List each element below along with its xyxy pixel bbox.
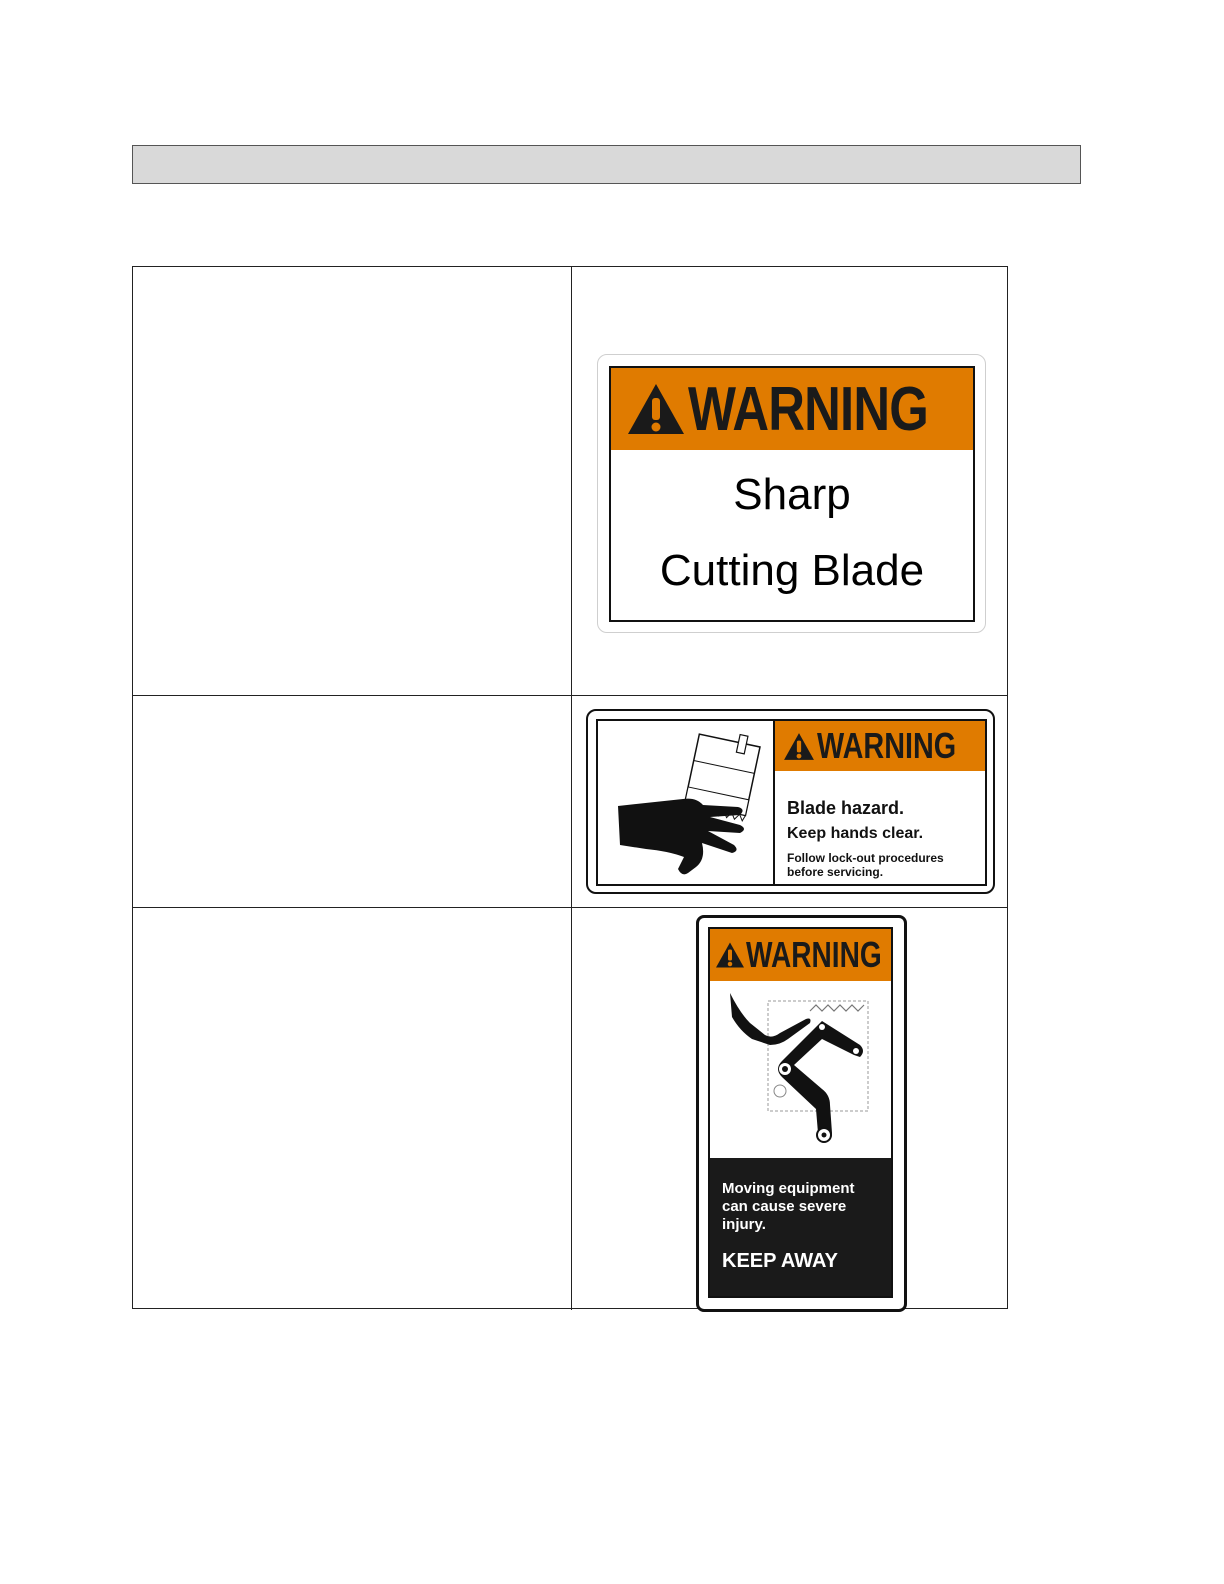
warning-triangle-icon (626, 382, 686, 436)
sign-line: Follow lock-out procedures (787, 851, 944, 865)
sign-header-text: WARNING (817, 725, 957, 766)
sign-header (710, 929, 891, 981)
warning-sign-sharp-blade (597, 354, 986, 633)
description-cell (133, 908, 572, 1310)
sign-line: injury. (722, 1216, 766, 1233)
sign-header (775, 721, 985, 771)
sign-header-text: WARNING (746, 934, 882, 975)
sign-line: Cutting Blade (659, 546, 925, 595)
sign-line: Moving equipment (722, 1180, 855, 1197)
sign-line: Sharp (733, 470, 851, 519)
sign-header-text: WARNING (688, 374, 928, 444)
warning-triangle-icon (715, 941, 745, 969)
sign-line: KEEP AWAY (722, 1250, 838, 1272)
hand-blade-icon (598, 721, 775, 884)
sign-message-panel (710, 1158, 891, 1296)
warning-triangle-icon (783, 732, 815, 761)
hand-moving-arm-icon (710, 983, 891, 1158)
safety-label-table (132, 266, 1008, 1309)
sign-line: can cause severe (722, 1198, 847, 1215)
section-header-bar (132, 145, 1081, 184)
sign-line: Blade hazard. (787, 798, 905, 818)
sign-cell (572, 696, 1007, 907)
table-row (133, 696, 1007, 908)
table-row (133, 267, 1007, 696)
sign-line: before servicing. (787, 865, 884, 879)
table-row (133, 908, 1007, 1310)
sign-line: Keep hands clear. (787, 825, 924, 842)
warning-sign-blade-hazard (586, 709, 995, 894)
sign-header (611, 368, 973, 450)
warning-sign-moving-equipment (696, 915, 907, 1312)
description-cell (133, 696, 572, 907)
sign-cell (572, 908, 1007, 1310)
description-cell (133, 267, 572, 695)
sign-cell (572, 267, 1007, 695)
